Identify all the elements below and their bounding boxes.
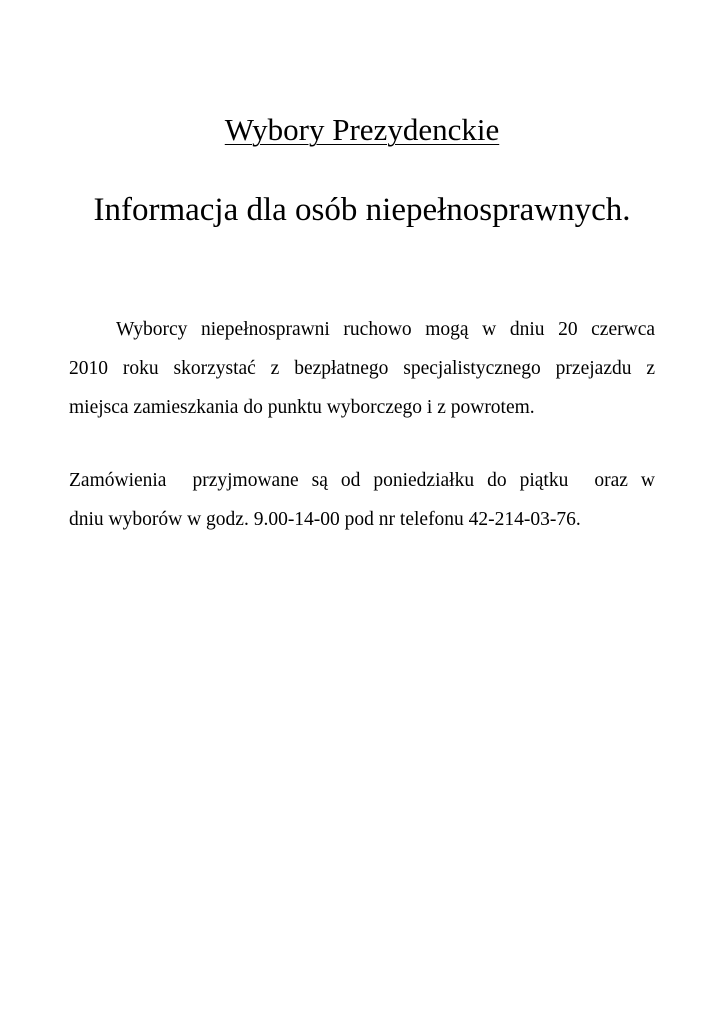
paragraph-line: miejsca zamieszkania do punktu wyborczego i z powrotem. (69, 397, 535, 418)
paragraph-line: Wyborcy niepełnosprawni ruchowo mogą w dniu 20 czerwca (116, 319, 655, 340)
paragraph-orders-info (69, 461, 655, 539)
paragraph-line: 2010 roku skorzystać z bezpłatnego specjalistycznego przejazdu z (69, 358, 655, 379)
paragraph-line: Zamówienia przyjmowane są od poniedziałku do piątku oraz w (69, 470, 655, 491)
paragraph-transport-info (69, 310, 655, 427)
document-title (0, 110, 724, 150)
paragraph-line: dniu wyborów w godz. 9.00-14-00 pod nr telefonu 42-214-03-76. (69, 509, 581, 530)
document-title-text: Wybory Prezydenckie (224, 112, 500, 147)
document-subtitle: Informacja dla osób niepełnosprawnych. (93, 192, 631, 228)
